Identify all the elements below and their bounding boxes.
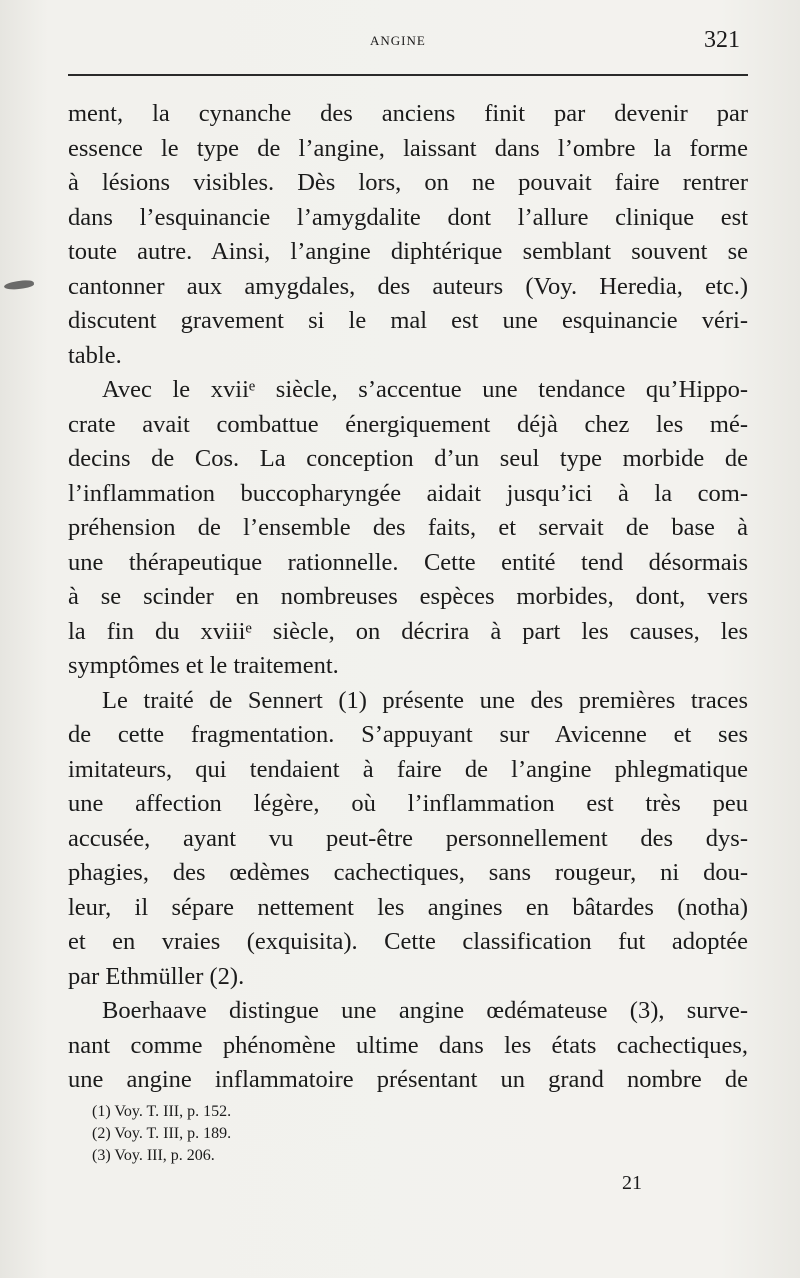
text-line: Le traité de Sennert (1) présente une des premières traces	[102, 686, 748, 714]
running-head	[0, 27, 800, 54]
text-line: préhension de l’ensemble des faits, et servait de base à	[68, 514, 748, 541]
text-line: une thérapeutique rationnelle. Cette entité tend désormais	[68, 548, 748, 576]
footnotes	[92, 1101, 492, 1167]
text-line: à lésions visibles. Dès lors, on ne pouvait faire rentrer	[68, 169, 748, 196]
text-line: une affection légère, où l’inflammation est très peu	[68, 790, 748, 817]
text-line: Avec le xviiᵉ siècle, s’accentue une tendance qu’Hippo-	[102, 376, 748, 403]
footnote: (1) Voy. T. III, p. 152.	[92, 1103, 232, 1120]
signature-mark: 21	[622, 1172, 642, 1194]
text-line: dans l’esquinancie l’amygdalite dont l’allure clinique est	[68, 203, 748, 231]
margin-ink-mark	[4, 279, 35, 291]
text-line: nant comme phénomène ultime dans les états cachectiques,	[68, 1031, 748, 1059]
text-line: de cette fragmentation. S’appuyant sur Avicenne et ses	[68, 721, 748, 748]
text-line: crate avait combattue énergiquement déjà chez les mé-	[68, 410, 748, 438]
text-line: symptômes et le traitement.	[68, 652, 339, 679]
text-line: decins de Cos. La conception d’un seul type morbide de	[68, 445, 748, 472]
text-line: toute autre. Ainsi, l’angine diphtérique semblant souvent se	[68, 238, 748, 265]
footnote: (2) Voy. T. III, p. 189.	[92, 1125, 232, 1142]
text-line: à se scinder en nombreuses espèces morbides, dont, vers	[68, 583, 748, 610]
running-title: ANGINE	[370, 33, 426, 48]
text-line: leur, il sépare nettement les angines en bâtardes (notha)	[68, 893, 748, 921]
text-line: essence le type de l’angine, laissant dans l’ombre la forme	[68, 134, 748, 162]
text-line: la fin du xviiiᵉ siècle, on décrira à part les causes, les	[68, 617, 748, 645]
text-line: une angine inflammatoire présentant un grand nombre de	[68, 1066, 748, 1093]
text-line: discutent gravement si le mal est une esquinancie véri-	[68, 307, 748, 334]
text-line: l’inflammation buccopharyngée aidait jusqu’ici à la com-	[68, 479, 748, 507]
text-line: ment, la cynanche des anciens finit par devenir par	[68, 100, 748, 127]
text-line: et en vraies (exquisita). Cette classification fut adoptée	[68, 928, 748, 955]
text-line: accusée, ayant vu peut-être personnellement des dys-	[68, 824, 748, 852]
text-line: par Ethmüller (2).	[68, 962, 245, 990]
page-number: 321	[704, 27, 740, 53]
text-line: phagies, des œdèmes cachectiques, sans rougeur, ni dou-	[68, 859, 748, 886]
body-text	[68, 97, 748, 1098]
text-line: cantonner aux amygdales, des auteurs (Voy. Heredia, etc.)	[68, 272, 748, 300]
header-rule	[68, 74, 748, 76]
text-line: Boerhaave distingue une angine œdémateuse (3), surve-	[102, 997, 748, 1024]
text-line: table.	[68, 341, 122, 369]
footnote: (3) Voy. III, p. 206.	[92, 1147, 215, 1164]
text-line: imitateurs, qui tendaient à faire de l’angine phlegmatique	[68, 755, 748, 783]
